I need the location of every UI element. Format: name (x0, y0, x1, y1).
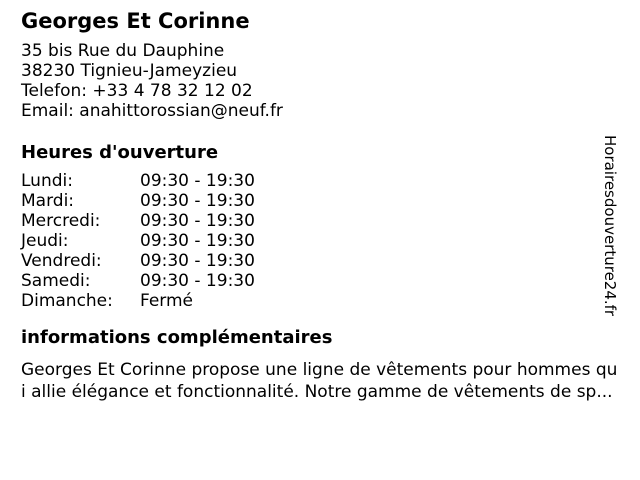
day-label: Jeudi: (21, 231, 69, 251)
additional-info-heading: informations complémentaires (21, 327, 333, 348)
contact-block (21, 41, 283, 121)
hours-row-thursday (21, 231, 255, 251)
address-street: 35 bis Rue du Dauphine (21, 41, 225, 61)
opening-hours-heading: Heures d'ouverture (21, 142, 219, 163)
info-paragraph-line: Georges Et Corinne propose une ligne de vêtements pour hommes qu (21, 360, 618, 380)
opening-hours-table (21, 171, 255, 311)
time-value: 09:30 - 19:30 (140, 271, 255, 291)
hours-row-monday (21, 171, 255, 191)
hours-row-saturday (21, 271, 255, 291)
day-label: Mardi: (21, 191, 75, 211)
site-watermark-vertical-text: Horairesdouverture24.fr (601, 135, 619, 317)
hours-row-tuesday (21, 191, 255, 211)
time-value: 09:30 - 19:30 (140, 231, 255, 251)
day-label: Lundi: (21, 171, 73, 191)
address-city: 38230 Tignieu-Jameyzieu (21, 61, 238, 81)
phone-line: Telefon: +33 4 78 32 12 02 (21, 81, 253, 101)
day-label: Samedi: (21, 271, 91, 291)
info-paragraph-line: i allie élégance et fonctionnalité. Notre gamme de vêtements de sp... (21, 382, 613, 402)
hours-row-wednesday (21, 211, 255, 231)
day-label: Dimanche: (21, 291, 113, 311)
time-value: 09:30 - 19:30 (140, 191, 255, 211)
time-value-closed: Fermé (140, 291, 194, 311)
time-value: 09:30 - 19:30 (140, 211, 255, 231)
email-line: Email: anahittorossian@neuf.fr (21, 101, 283, 121)
time-value: 09:30 - 19:30 (140, 171, 255, 191)
additional-info-paragraph (21, 359, 617, 403)
day-label: Vendredi: (21, 251, 102, 271)
time-value: 09:30 - 19:30 (140, 251, 255, 271)
hours-row-sunday (21, 291, 255, 311)
business-name-heading: Georges Et Corinne (21, 9, 250, 33)
day-label: Mercredi: (21, 211, 101, 231)
hours-row-friday (21, 251, 255, 271)
